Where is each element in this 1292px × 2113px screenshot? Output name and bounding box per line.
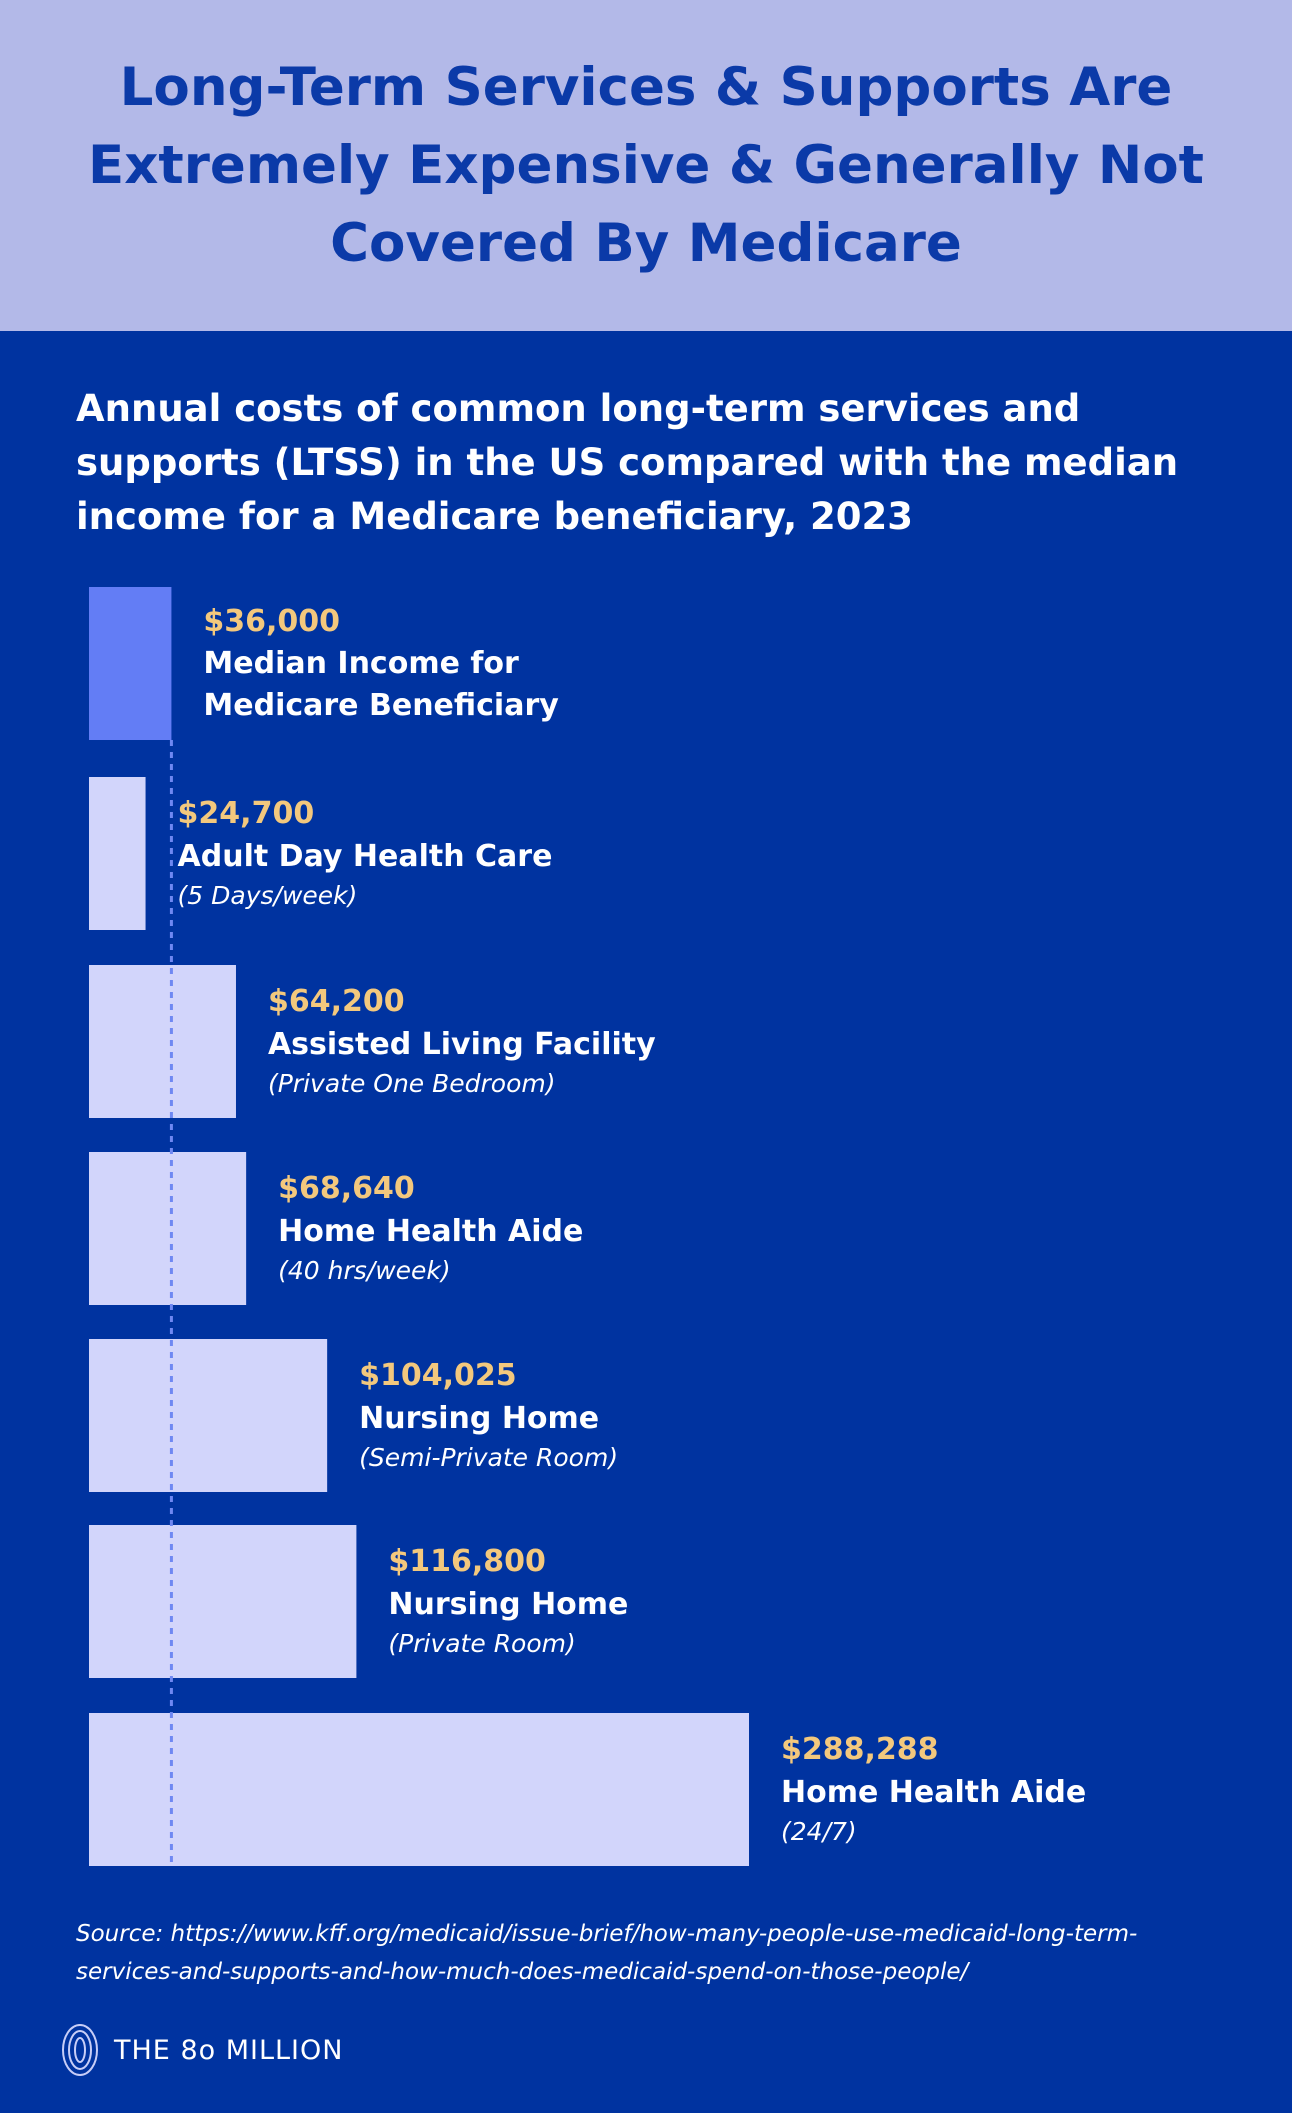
category-label-3-0: Home Health Aide	[278, 1214, 584, 1249]
category-note-5: (Private Room)	[388, 1629, 576, 1658]
brand-name: THE 8o MILLION	[114, 2034, 344, 2066]
category-note-1: (5 Days/week)	[177, 881, 358, 910]
category-label-0-1: Medicare Beneficiary	[203, 688, 559, 723]
bar-1	[89, 777, 146, 930]
chart-title: Annual costs of common long-term services and supports (LTSS) in the US compared with the median income for a Medicare beneficiary, 2023	[76, 387, 1179, 538]
bar-3	[89, 1152, 246, 1305]
category-note-6: (24/7)	[781, 1817, 857, 1846]
value-label-1: $24,700	[177, 796, 315, 831]
value-label-6: $288,288	[781, 1732, 939, 1767]
category-label-5-0: Nursing Home	[388, 1587, 629, 1622]
category-label-2-0: Assisted Living Facility	[267, 1027, 656, 1062]
source-citation: Source: https://www.kff.org/medicaid/issue-brief/how-many-people-use-medicaid-long-term-services-and-supports-and-how-much-does-medicaid-spend-on-those-people/	[76, 1921, 1138, 1985]
value-label-5: $116,800	[388, 1544, 546, 1579]
ripple-rings-icon	[58, 2022, 102, 2078]
category-note-3: (40 hrs/week)	[278, 1256, 451, 1285]
value-label-3: $68,640	[278, 1171, 415, 1206]
bar-2	[89, 965, 236, 1118]
value-label-0: $36,000	[203, 604, 341, 639]
bar-5	[89, 1525, 356, 1678]
category-label-4-0: Nursing Home	[359, 1401, 600, 1436]
page-title: Long-Term Services & Supports Are Extremely Expensive & Generally Not Covered By Medicare	[88, 56, 1204, 274]
brand-logo	[58, 2022, 343, 2078]
category-label-6-0: Home Health Aide	[781, 1775, 1087, 1810]
bar-0	[89, 587, 171, 740]
category-label-0-0: Median Income for	[203, 646, 519, 681]
category-note-4: (Semi-Private Room)	[359, 1443, 619, 1472]
bar-6	[89, 1713, 749, 1866]
category-note-2: (Private One Bedroom)	[267, 1069, 556, 1098]
value-label-2: $64,200	[267, 984, 405, 1019]
category-label-1-0: Adult Day Health Care	[177, 839, 553, 874]
value-label-4: $104,025	[359, 1358, 517, 1393]
bar-4	[89, 1339, 327, 1492]
